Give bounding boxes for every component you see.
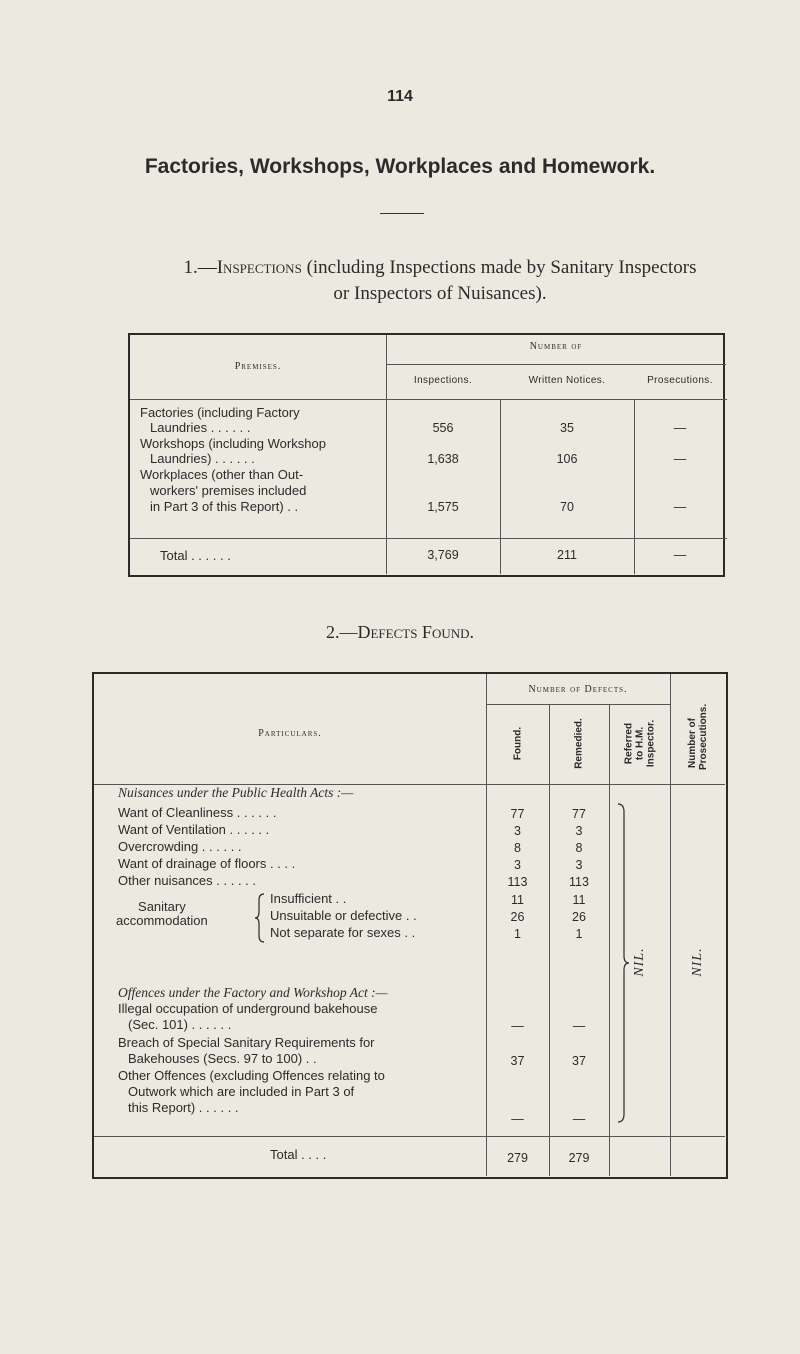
row-label: Not separate for sexes . . bbox=[270, 925, 416, 940]
row-label: Workplaces (other than Out- bbox=[140, 467, 304, 482]
cell-found: — bbox=[511, 1112, 524, 1126]
cell-found: 37 bbox=[510, 1054, 525, 1068]
col-prosecutions-line: Number of bbox=[687, 718, 698, 768]
row-label: Want of drainage of floors . . . . bbox=[118, 856, 296, 871]
row-label: (Sec. 101) . . . . . . bbox=[128, 1017, 232, 1032]
premises-header: Premises. bbox=[234, 361, 282, 372]
row-label: Laundries . . . . . . bbox=[150, 420, 251, 435]
row-label: Bakehouses (Secs. 97 to 100) . . bbox=[128, 1051, 317, 1066]
nil-prosecutions: NIL. bbox=[690, 947, 705, 977]
row-label: Factories (including Factory bbox=[140, 405, 300, 420]
table-divider bbox=[486, 704, 670, 705]
section1-heading-caps: 1.—Inspections bbox=[183, 257, 302, 278]
table-divider bbox=[130, 538, 727, 539]
cell-remedied: 3 bbox=[575, 858, 583, 872]
cell-notices: 70 bbox=[560, 500, 574, 514]
total-remedied: 279 bbox=[568, 1151, 590, 1165]
total-label: Total . . . . . . bbox=[160, 548, 231, 563]
nil-referred: NIL. bbox=[632, 947, 647, 977]
row-label: Want of Ventilation . . . . . . bbox=[118, 822, 270, 837]
row-label: this Report) . . . . . . bbox=[128, 1100, 239, 1115]
cell-remedied: 1 bbox=[575, 927, 583, 941]
total-found: 279 bbox=[507, 1151, 528, 1165]
offences-heading: Offences under the Factory and Workshop Act :— bbox=[118, 985, 388, 1000]
section1-heading-rest: (including Inspections made by Sanitary Inspectors or Inspectors of Nuisances). bbox=[301, 257, 697, 304]
cell-remedied: 37 bbox=[572, 1054, 586, 1068]
table-divider bbox=[130, 399, 727, 400]
particulars-header: Particulars. bbox=[258, 728, 322, 739]
col-remedied: Remedied. bbox=[573, 718, 585, 769]
cell-remedied: — bbox=[572, 1112, 586, 1126]
cell-inspections: 1,638 bbox=[427, 452, 459, 466]
section1-heading bbox=[180, 255, 700, 307]
number-of-defects-header: Number of Defects. bbox=[528, 684, 628, 695]
row-label: Unsuitable or defective . . bbox=[270, 908, 417, 923]
cell-found: 113 bbox=[507, 875, 528, 889]
col-inspections: Inspections. bbox=[413, 375, 473, 386]
row-label: Illegal occupation of underground bakehouse bbox=[118, 1001, 378, 1016]
nuisances-heading: Nuisances under the Public Health Acts :— bbox=[118, 785, 354, 800]
cell-found: 1 bbox=[514, 927, 521, 941]
section2-heading bbox=[0, 622, 800, 643]
table-divider bbox=[486, 674, 487, 1176]
cell-notices: 106 bbox=[556, 452, 578, 466]
col-referred-line: Referred bbox=[623, 722, 635, 765]
cell-remedied: 77 bbox=[572, 807, 586, 821]
col-referred-line: Inspector. bbox=[645, 719, 657, 768]
col-written-notices: Written Notices. bbox=[528, 375, 606, 386]
row-label: workers' premises included bbox=[150, 483, 307, 498]
row-label: Overcrowding . . . . . . bbox=[118, 839, 242, 854]
row-label: Workshops (including Workshop bbox=[140, 436, 326, 451]
cell-remedied: 113 bbox=[569, 875, 589, 889]
title-divider bbox=[380, 213, 424, 214]
cell-found: 77 bbox=[510, 807, 525, 821]
table-divider bbox=[94, 1136, 725, 1137]
col-prosecutions-line: Prosecutions. bbox=[698, 703, 709, 770]
sanitary-label-line: Sanitary bbox=[138, 899, 186, 914]
cell-remedied: 3 bbox=[575, 824, 583, 838]
cell-found: 26 bbox=[510, 910, 525, 924]
table-divider bbox=[670, 674, 671, 1176]
row-label: Other Offences (excluding Offences relating to bbox=[118, 1068, 385, 1083]
cell-inspections: 556 bbox=[432, 421, 454, 435]
cell-prosecutions: — bbox=[673, 452, 687, 466]
row-label: Outwork which are included in Part 3 of bbox=[128, 1084, 355, 1099]
referred-brace bbox=[614, 802, 634, 1124]
section2-heading-text: 2.—Defects Found. bbox=[325, 622, 475, 642]
cell-remedied: 8 bbox=[575, 841, 583, 855]
inspections-table bbox=[128, 333, 725, 577]
row-label: Breach of Special Sanitary Requirements for bbox=[118, 1035, 375, 1050]
cell-inspections: 1,575 bbox=[427, 500, 459, 514]
col-referred-line: to H.M. bbox=[634, 726, 646, 761]
col-found: Found. bbox=[512, 726, 524, 761]
cell-remedied: 26 bbox=[572, 910, 586, 924]
cell-found: 8 bbox=[514, 841, 521, 855]
col-prosecutions: Prosecutions. bbox=[647, 375, 713, 386]
row-label: Laundries) . . . . . . bbox=[150, 451, 255, 466]
defects-table bbox=[92, 672, 728, 1179]
page-number: 114 bbox=[387, 88, 413, 105]
total-label: Total . . . . bbox=[270, 1147, 327, 1162]
col-referred bbox=[624, 714, 657, 774]
total-inspections: 3,769 bbox=[427, 548, 459, 562]
sanitary-label-line: accommodation bbox=[116, 913, 208, 928]
cell-remedied: 11 bbox=[572, 893, 586, 907]
table-divider bbox=[609, 704, 610, 1176]
row-label: Want of Cleanliness . . . . . . bbox=[118, 805, 277, 820]
cell-found: 11 bbox=[511, 893, 524, 907]
row-label: in Part 3 of this Report) . . bbox=[150, 499, 299, 514]
cell-notices: 35 bbox=[560, 421, 574, 435]
page-title: Factories, Workshops, Workplaces and Homework. bbox=[144, 155, 656, 178]
col-prosecutions bbox=[687, 703, 709, 770]
cell-remedied: — bbox=[572, 1019, 586, 1033]
cell-prosecutions: — bbox=[673, 500, 687, 514]
cell-found: — bbox=[511, 1019, 524, 1033]
total-prosecutions: — bbox=[673, 548, 687, 562]
row-label: Insufficient . . bbox=[270, 891, 347, 906]
table-divider bbox=[386, 364, 726, 365]
row-label: Other nuisances . . . . . . bbox=[118, 873, 257, 888]
cell-prosecutions: — bbox=[673, 421, 687, 435]
cell-found: 3 bbox=[514, 824, 521, 838]
total-notices: 211 bbox=[557, 548, 577, 562]
cell-found: 3 bbox=[514, 858, 521, 872]
sanitary-label bbox=[116, 900, 208, 928]
sanitary-brace bbox=[254, 892, 268, 944]
number-of-header: Number of bbox=[529, 341, 583, 352]
